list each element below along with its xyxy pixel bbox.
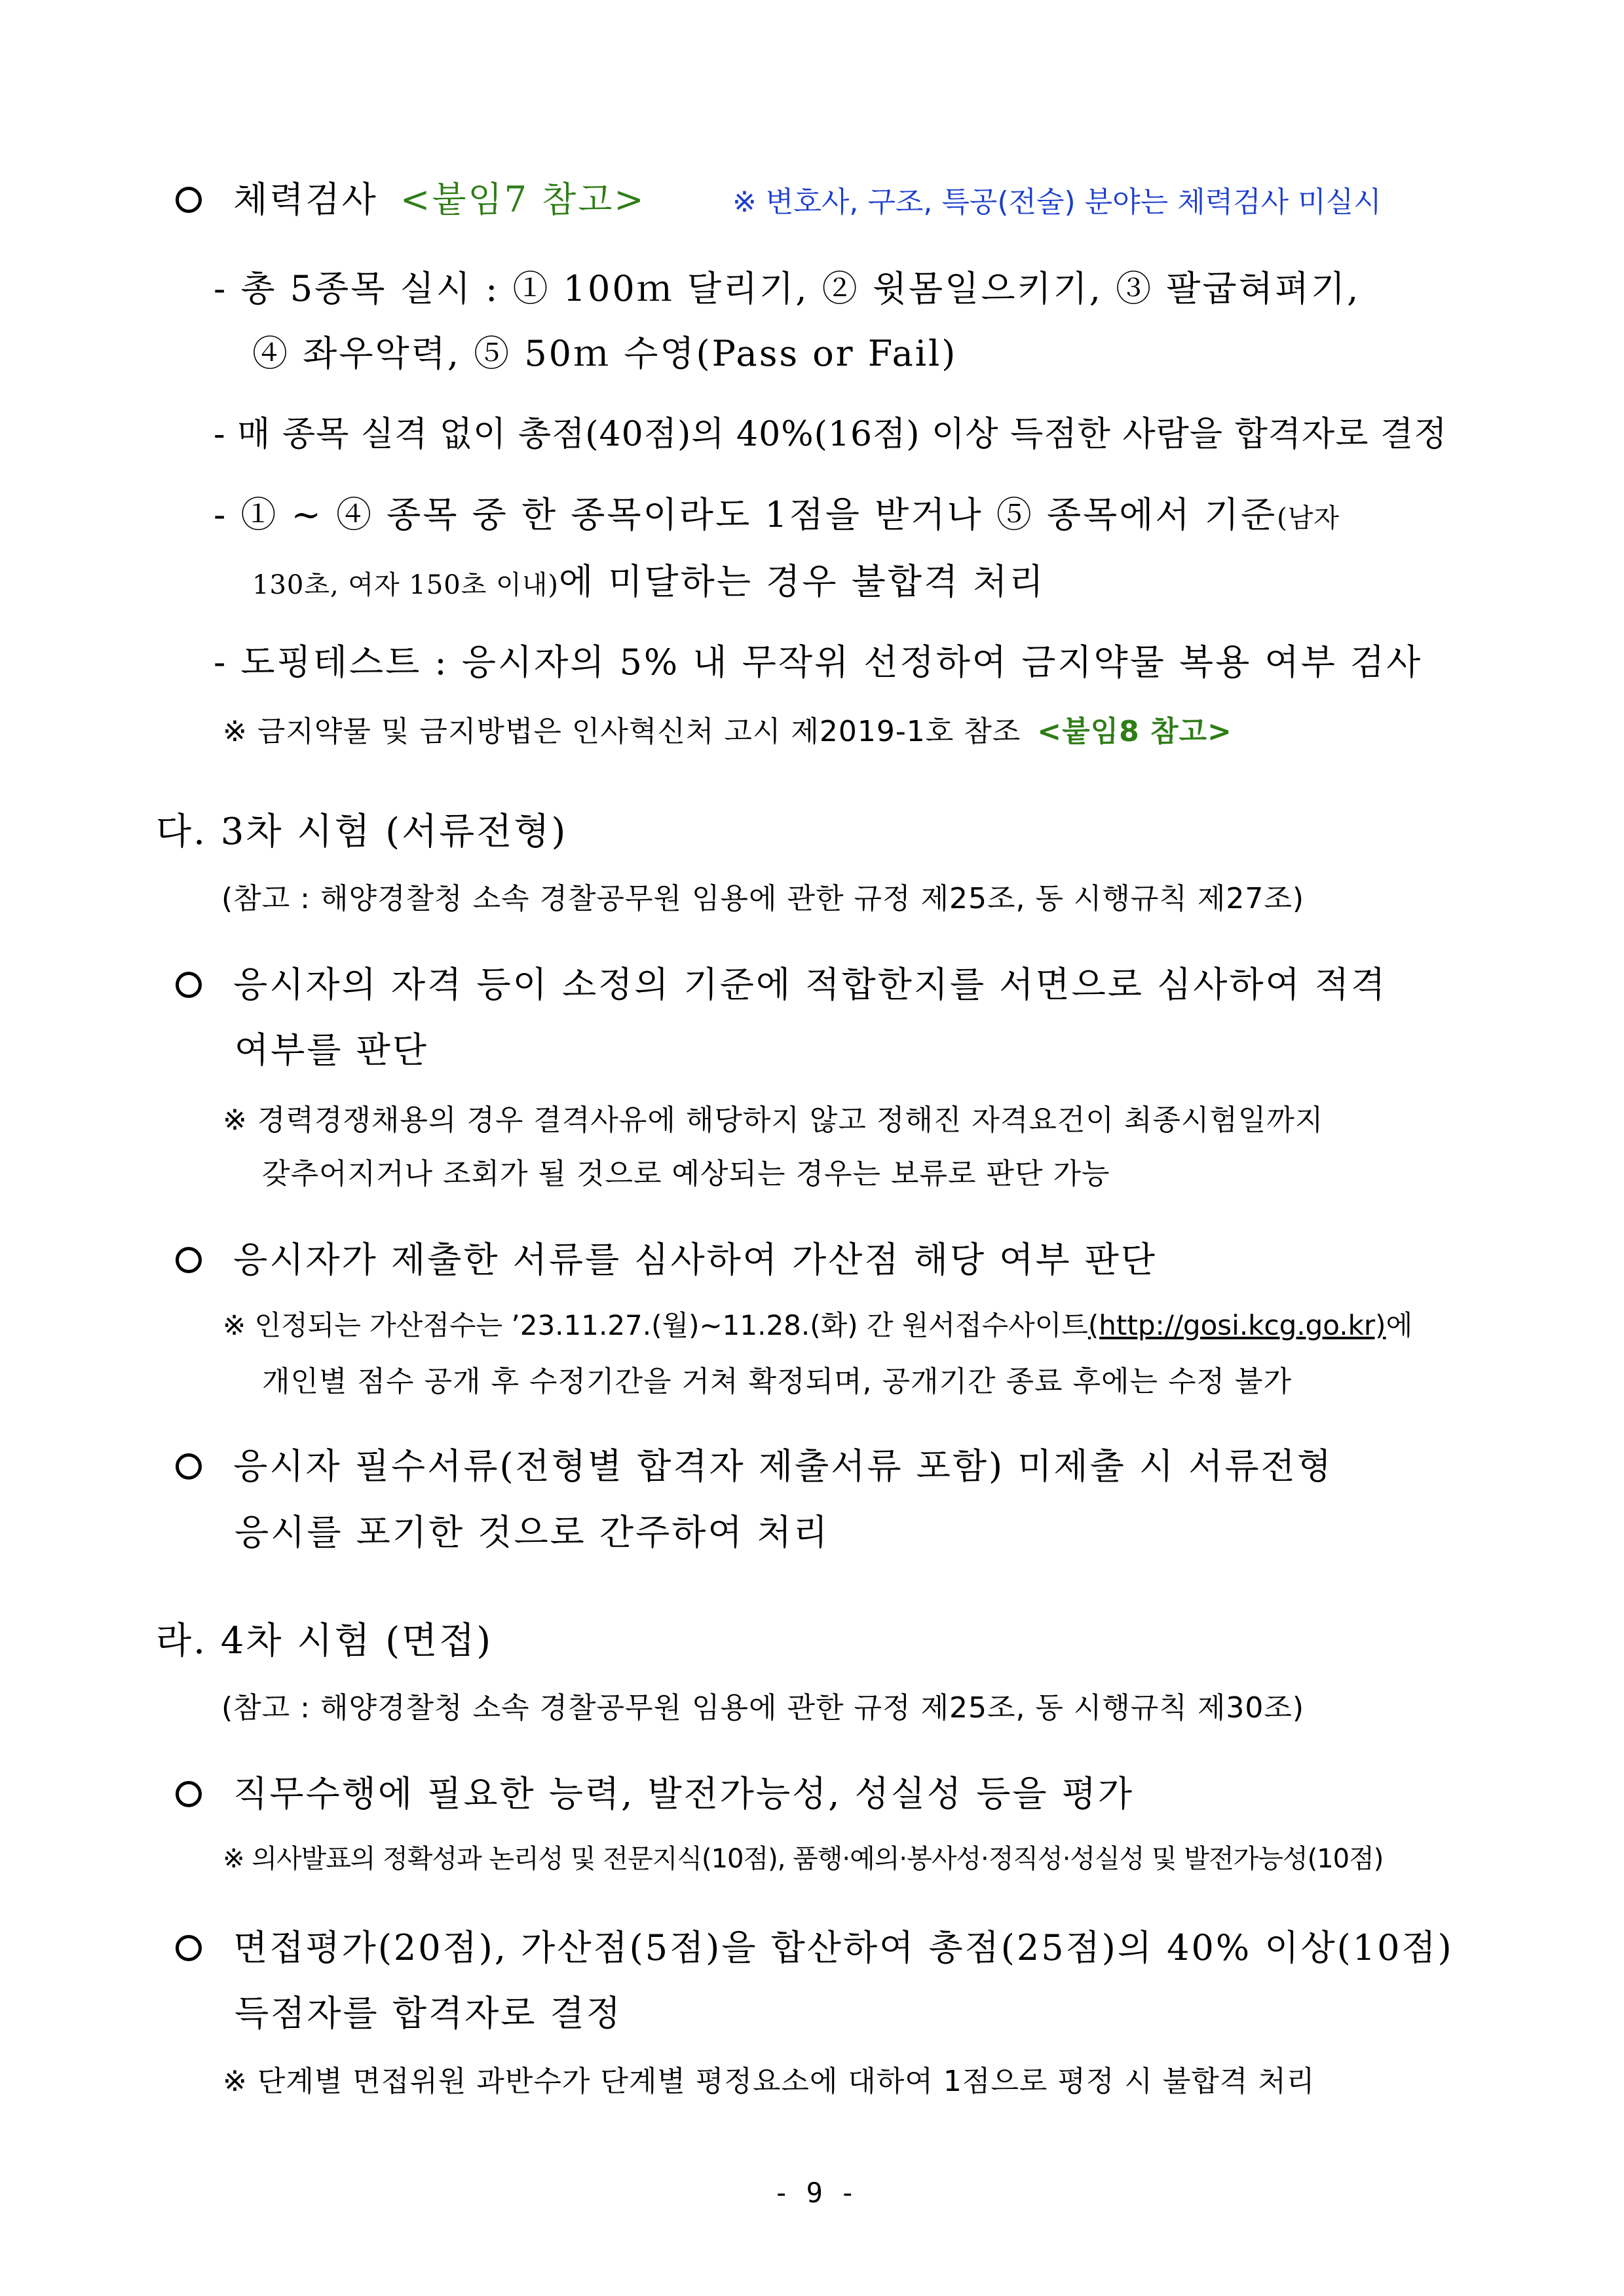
interview-bullet-1 — [176, 1766, 1134, 1816]
circle-bullet-icon — [176, 1453, 202, 1480]
interview-bullet-1-text: 직무수행에 필요한 능력, 발전가능성, 성실성 등을 평가 — [233, 1773, 1135, 1814]
fitness-test-item — [176, 172, 646, 222]
gosi-site-link[interactable]: (http://gosi.kcg.go.kr) — [1087, 1309, 1386, 1341]
circle-bullet-icon — [176, 972, 202, 998]
fitness-fail-small2: 130초, 여자 150초 이내) — [252, 570, 559, 600]
interview-bullet-2-line2: 득점자를 합격자로 결정 — [235, 1993, 622, 2034]
docs-bullet-1-line1 — [176, 957, 1387, 1007]
docs-note-2-line2: 개인별 점수 공개 후 수정기간을 거쳐 확정되며, 공개기간 종료 후에는 수정 불가 — [262, 1365, 1292, 1398]
docs-bullet-3-line2: 응시를 포기한 것으로 간주하여 처리 — [235, 1512, 830, 1553]
fitness-exempt-note: ※ 변호사, 구조, 특공(전술) 분야는 체력검사 미실시 — [732, 185, 1382, 219]
docs-note-2-text: ※ 인정되는 가산점수는 ’23.11.27.(월)~11.28.(화) 간 원서접수사이트 — [223, 1309, 1088, 1341]
fitness-fail-line2 — [252, 554, 1046, 604]
interview-bullet-2-text: 면접평가(20점), 가산점(5점)을 합산하여 총점(25점)의 40% 이상(10점) — [233, 1927, 1454, 1968]
doping-note — [223, 708, 1232, 750]
fitness-test-title: 체력검사 — [233, 179, 378, 220]
section-heading-3rd: 다. 3차 시험 (서류전형) — [156, 811, 568, 853]
docs-bullet-1-line2: 여부를 판단 — [235, 1029, 428, 1071]
docs-bullet-3-line1 — [176, 1438, 1333, 1489]
circle-bullet-icon — [176, 1781, 202, 1807]
doping-test: - 도핑테스트 : 응시자의 5% 내 무작위 선정하여 금지약물 복용 여부 검사 — [214, 641, 1423, 683]
interview-note-1: ※ 의사발표의 정확성과 논리성 및 전문지식(10점), 품행·예의·봉사성·정직성·성실성 및 발전가능성(10점) — [223, 1844, 1384, 1874]
doping-note-text: ※ 금지약물 및 금지방법은 인사혁신처 고시 제2019-1호 참조 — [223, 715, 1021, 748]
interview-note-2: ※ 단계별 면접위원 과반수가 단계별 평정요소에 대하여 1점으로 평정 시 불합격 처리 — [223, 2065, 1315, 2098]
fitness-fail-small: (남자 — [1277, 503, 1340, 533]
docs-bullet-2 — [176, 1232, 1157, 1282]
fitness-fail-main: - ① ~ ④ 종목 중 한 종목이라도 1점을 받거나 ⑤ 종목에서 기준 — [214, 494, 1277, 535]
section-3rd-ref: (참고 : 해양경찰청 소속 경찰공무원 임용에 관한 규정 제25조, 동 시행규칙 제27조) — [221, 882, 1305, 915]
fitness-test-ref: <붙임7 참고> — [400, 179, 646, 220]
fitness-fail-main2: 에 미달하는 경우 불합격 처리 — [559, 561, 1046, 602]
docs-bullet-3-text: 응시자 필수서류(전형별 합격자 제출서류 포함) 미제출 시 서류전형 — [233, 1445, 1333, 1487]
fitness-events-line1: - 총 5종목 실시 : ① 100ｍ 달리기, ② 윗몸일으키기, ③ 팔굽혀펴기, — [214, 268, 1361, 309]
docs-note-1-line1: ※ 경력경쟁채용의 경우 결격사유에 해당하지 않고 정해진 자격요건이 최종시험일까지 — [223, 1103, 1324, 1137]
docs-bullet-1-text: 응시자의 자격 등이 소정의 기준에 적합한지를 서면으로 심사하여 적격 — [233, 964, 1388, 1005]
circle-bullet-icon — [176, 187, 202, 213]
circle-bullet-icon — [176, 1247, 202, 1273]
docs-bullet-2-text: 응시자가 제출한 서류를 심사하여 가산점 해당 여부 판단 — [233, 1239, 1158, 1280]
circle-bullet-icon — [176, 1935, 202, 1961]
docs-note-2-line1 — [223, 1304, 1412, 1343]
section-4th-ref: (참고 : 해양경찰청 소속 경찰공무원 임용에 관한 규정 제25조, 동 시행규칙 제30조) — [221, 1691, 1305, 1725]
fitness-pass-criteria: - 매 종목 실격 없이 총점(40점)의 40%(16점) 이상 득점한 사람을 합격자로 결정 — [214, 415, 1448, 454]
fitness-fail-line1 — [214, 487, 1340, 537]
docs-note-2-suffix: 에 — [1386, 1309, 1413, 1341]
docs-note-1-line2: 갖추어지거나 조회가 될 것으로 예상되는 경우는 보류로 판단 가능 — [262, 1157, 1110, 1191]
page-number: - 9 - — [773, 2177, 856, 2209]
section-heading-4th: 라. 4차 시험 (면접) — [156, 1620, 493, 1662]
fitness-events-line2: ④ 좌우악력, ⑤ 50ｍ 수영(Pass or Fail) — [252, 333, 958, 374]
interview-bullet-2-line1 — [176, 1920, 1454, 1970]
doping-note-ref: <붙임8 참고> — [1037, 715, 1232, 748]
